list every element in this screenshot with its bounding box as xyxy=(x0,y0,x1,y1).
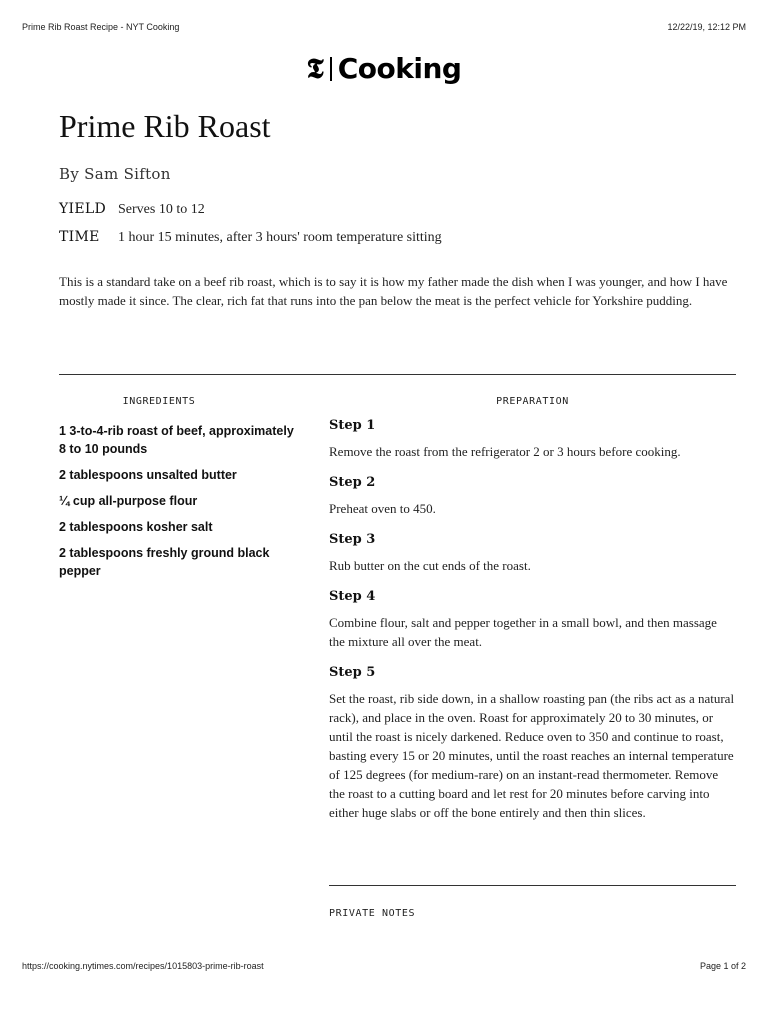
step-3 xyxy=(329,532,736,575)
section-divider xyxy=(59,374,736,375)
brand-logo[interactable] xyxy=(307,53,462,85)
step-title: Step 4 xyxy=(329,589,376,604)
step-text: Rub butter on the cut ends of the roast. xyxy=(329,558,531,573)
preparation-steps xyxy=(329,418,736,836)
recipe-intro: This is a standard take on a beef rib roast, which is to say it is how my father made the dish when I was younger, and how I have mostly made it since. The clear, rich fat that runs into the pan below the meat is the perfect vehicle for Yorkshire pudding. xyxy=(59,274,728,308)
notes-divider xyxy=(329,885,736,886)
ingredient-item: 2 tablespoons kosher salt xyxy=(59,520,213,534)
brand-divider xyxy=(330,57,332,81)
brand-header xyxy=(0,53,768,93)
ingredients-heading: INGREDIENTS xyxy=(122,396,196,407)
time-label: TIME xyxy=(59,229,100,245)
step-4 xyxy=(329,589,736,651)
yield-value: Serves 10 to 12 xyxy=(118,202,205,217)
preparation-heading: PREPARATION xyxy=(496,396,569,407)
time-value: 1 hour 15 minutes, after 3 hours' room temperature sitting xyxy=(118,230,442,245)
step-text: Remove the roast from the refrigerator 2 or 3 hours before cooking. xyxy=(329,444,681,459)
step-title: Step 3 xyxy=(329,532,376,547)
print-footer xyxy=(22,961,746,975)
print-timestamp: 12/22/19, 12:12 PM xyxy=(667,22,746,32)
brand-name: Cooking xyxy=(337,52,462,85)
ingredient-item: ¼ cup all-purpose flour xyxy=(59,494,198,508)
print-page-title: Prime Rib Roast Recipe - NYT Cooking xyxy=(22,22,180,32)
step-title: Step 2 xyxy=(329,475,376,490)
step-title: Step 1 xyxy=(329,418,376,433)
step-text: Combine flour, salt and pepper together in a small bowl, and then massage the mixture all over the meat. xyxy=(329,615,717,649)
step-text: Set the roast, rib side down, in a shallow roasting pan (the ribs act as a natural rack), and place in the oven. Roast for approximately 20 to 30 minutes, or until the roast is nicely darkened. Reduce oven to 350 and continue to roast, basting every 15 or 20 minutes, until the roast reaches an internal temperature of 125 degrees (for medium-rare) on an instant-read thermometer. Remove the roast to a cutting board and let rest for 20 minutes before carving into either huge slabs or off the bone entirely and then thin slices. xyxy=(329,691,735,820)
step-text: Preheat oven to 450. xyxy=(329,501,436,516)
step-title: Step 5 xyxy=(329,665,376,680)
ingredient-item: 1 3-to-4-rib roast of beef, approximately 8 to 10 pounds xyxy=(59,424,294,456)
ingredients-list xyxy=(59,422,299,588)
step-5 xyxy=(329,665,736,822)
yield-row xyxy=(59,201,205,218)
print-url[interactable]: https://cooking.nytimes.com/recipes/1015803-prime-rib-roast xyxy=(22,961,264,971)
recipe-byline: By Sam Sifton xyxy=(59,165,171,183)
print-page-number: Page 1 of 2 xyxy=(699,961,746,971)
print-header xyxy=(22,22,746,36)
private-notes-heading: PRIVATE NOTES xyxy=(329,908,416,919)
yield-label: YIELD xyxy=(59,201,107,217)
step-2 xyxy=(329,475,736,518)
time-row xyxy=(59,229,442,246)
step-1 xyxy=(329,418,736,461)
nyt-logo-icon: 𝕿 xyxy=(306,52,324,85)
ingredient-item: 2 tablespoons unsalted butter xyxy=(59,468,237,482)
ingredient-item: 2 tablespoons freshly ground black pepper xyxy=(59,546,270,578)
recipe-title: Prime Rib Roast xyxy=(59,108,271,144)
